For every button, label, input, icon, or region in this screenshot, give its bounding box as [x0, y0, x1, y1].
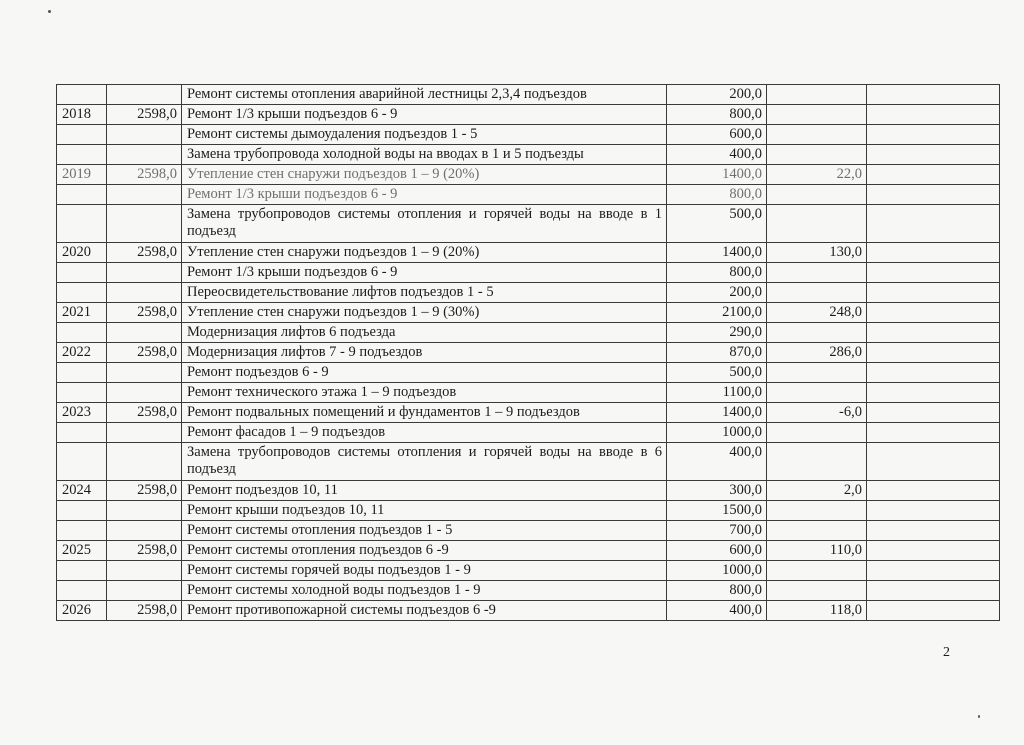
- budget-cell: 2598,0: [107, 601, 182, 621]
- table-row: [57, 601, 1000, 621]
- work-description-cell: Замена трубопровода холодной воды на вводах в 1 и 5 подъезды: [182, 145, 667, 165]
- work-description-cell: Переосвидетельствование лифтов подъездов 1 - 5: [182, 283, 667, 303]
- budget-cell: 2598,0: [107, 481, 182, 501]
- budget-cell: 2598,0: [107, 165, 182, 185]
- budget-cell: 2598,0: [107, 343, 182, 363]
- cost-cell: 800,0: [667, 263, 767, 283]
- empty-cell: [867, 125, 1000, 145]
- balance-cell: [767, 443, 867, 481]
- balance-cell: 286,0: [767, 343, 867, 363]
- empty-cell: [867, 243, 1000, 263]
- table-row: [57, 581, 1000, 601]
- year-cell: [57, 521, 107, 541]
- budget-cell: 2598,0: [107, 303, 182, 323]
- table-row: [57, 125, 1000, 145]
- empty-cell: [867, 403, 1000, 423]
- budget-cell: 2598,0: [107, 243, 182, 263]
- budget-cell: [107, 501, 182, 521]
- year-cell: [57, 145, 107, 165]
- table-body: [57, 85, 1000, 621]
- table-row: [57, 481, 1000, 501]
- table-row: [57, 561, 1000, 581]
- balance-cell: [767, 561, 867, 581]
- budget-cell: 2598,0: [107, 105, 182, 125]
- year-cell: 2026: [57, 601, 107, 621]
- empty-cell: [867, 541, 1000, 561]
- year-cell: 2022: [57, 343, 107, 363]
- table-row: [57, 343, 1000, 363]
- balance-cell: [767, 501, 867, 521]
- cost-cell: 1400,0: [667, 165, 767, 185]
- empty-cell: [867, 423, 1000, 443]
- balance-cell: [767, 283, 867, 303]
- balance-cell: 2,0: [767, 481, 867, 501]
- budget-cell: [107, 363, 182, 383]
- cost-cell: 800,0: [667, 581, 767, 601]
- page-number: 2: [943, 645, 950, 660]
- cost-cell: 700,0: [667, 521, 767, 541]
- empty-cell: [867, 185, 1000, 205]
- year-cell: [57, 363, 107, 383]
- year-cell: 2023: [57, 403, 107, 423]
- work-description-cell: Утепление стен снаружи подъездов 1 – 9 (20%): [182, 243, 667, 263]
- cost-cell: 300,0: [667, 481, 767, 501]
- empty-cell: [867, 145, 1000, 165]
- empty-cell: [867, 443, 1000, 481]
- empty-cell: [867, 561, 1000, 581]
- cost-cell: 800,0: [667, 105, 767, 125]
- budget-cell: [107, 423, 182, 443]
- work-description-cell: Утепление стен снаружи подъездов 1 – 9 (20%): [182, 165, 667, 185]
- balance-cell: 130,0: [767, 243, 867, 263]
- work-description-cell: Ремонт 1/3 крыши подъездов 6 - 9: [182, 105, 667, 125]
- cost-cell: 1000,0: [667, 561, 767, 581]
- cost-cell: 200,0: [667, 85, 767, 105]
- cost-cell: 400,0: [667, 443, 767, 481]
- work-description-cell: Ремонт системы горячей воды подъездов 1 - 9: [182, 561, 667, 581]
- work-description-cell: Ремонт системы дымоудаления подъездов 1 - 5: [182, 125, 667, 145]
- work-description-cell: Ремонт технического этажа 1 – 9 подъездов: [182, 383, 667, 403]
- table-row: [57, 105, 1000, 125]
- work-description-cell: Замена трубопроводов системы отопления и горячей воды на вводе в 1 подъезд: [182, 205, 667, 243]
- budget-cell: [107, 581, 182, 601]
- work-description-cell: Ремонт фасадов 1 – 9 подъездов: [182, 423, 667, 443]
- work-description-cell: Ремонт подъездов 10, 11: [182, 481, 667, 501]
- table-row: [57, 323, 1000, 343]
- balance-cell: [767, 363, 867, 383]
- cost-cell: 1100,0: [667, 383, 767, 403]
- balance-cell: -6,0: [767, 403, 867, 423]
- cost-cell: 500,0: [667, 363, 767, 383]
- year-cell: [57, 185, 107, 205]
- table-row: [57, 363, 1000, 383]
- year-cell: 2021: [57, 303, 107, 323]
- work-description-cell: Ремонт подвальных помещений и фундаментов 1 – 9 подъездов: [182, 403, 667, 423]
- balance-cell: 248,0: [767, 303, 867, 323]
- budget-cell: [107, 185, 182, 205]
- empty-cell: [867, 383, 1000, 403]
- empty-cell: [867, 601, 1000, 621]
- year-cell: [57, 323, 107, 343]
- year-cell: [57, 85, 107, 105]
- repair-plan-table: [56, 84, 1000, 621]
- empty-cell: [867, 481, 1000, 501]
- table-row: [57, 283, 1000, 303]
- work-description-cell: Ремонт 1/3 крыши подъездов 6 - 9: [182, 185, 667, 205]
- empty-cell: [867, 581, 1000, 601]
- year-cell: 2018: [57, 105, 107, 125]
- cost-cell: 500,0: [667, 205, 767, 243]
- year-cell: [57, 561, 107, 581]
- balance-cell: [767, 145, 867, 165]
- table-row: [57, 443, 1000, 481]
- budget-cell: [107, 145, 182, 165]
- empty-cell: [867, 283, 1000, 303]
- empty-cell: [867, 165, 1000, 185]
- work-description-cell: Ремонт подъездов 6 - 9: [182, 363, 667, 383]
- year-cell: [57, 383, 107, 403]
- work-description-cell: Модернизация лифтов 7 - 9 подъездов: [182, 343, 667, 363]
- table-row: [57, 85, 1000, 105]
- table-row: [57, 403, 1000, 423]
- cost-cell: 400,0: [667, 145, 767, 165]
- cost-cell: 400,0: [667, 601, 767, 621]
- work-description-cell: Модернизация лифтов 6 подъезда: [182, 323, 667, 343]
- empty-cell: [867, 85, 1000, 105]
- empty-cell: [867, 501, 1000, 521]
- balance-cell: 110,0: [767, 541, 867, 561]
- table-row: [57, 145, 1000, 165]
- budget-cell: [107, 521, 182, 541]
- scan-speck: [978, 715, 980, 718]
- year-cell: [57, 205, 107, 243]
- work-description-cell: Утепление стен снаружи подъездов 1 – 9 (30%): [182, 303, 667, 323]
- balance-cell: [767, 205, 867, 243]
- table-row: [57, 521, 1000, 541]
- balance-cell: 118,0: [767, 601, 867, 621]
- work-description-cell: Ремонт 1/3 крыши подъездов 6 - 9: [182, 263, 667, 283]
- cost-cell: 1400,0: [667, 403, 767, 423]
- work-description-cell: Ремонт противопожарной системы подъездов 6 -9: [182, 601, 667, 621]
- empty-cell: [867, 343, 1000, 363]
- cost-cell: 870,0: [667, 343, 767, 363]
- budget-cell: [107, 443, 182, 481]
- balance-cell: 22,0: [767, 165, 867, 185]
- balance-cell: [767, 125, 867, 145]
- work-description-cell: Замена трубопроводов системы отопления и горячей воды на вводе в 6 подъезд: [182, 443, 667, 481]
- cost-cell: 290,0: [667, 323, 767, 343]
- work-description-cell: Ремонт системы отопления аварийной лестницы 2,3,4 подъездов: [182, 85, 667, 105]
- work-description-cell: Ремонт крыши подъездов 10, 11: [182, 501, 667, 521]
- work-description-cell: Ремонт системы отопления подъездов 1 - 5: [182, 521, 667, 541]
- year-cell: [57, 423, 107, 443]
- year-cell: 2019: [57, 165, 107, 185]
- cost-cell: 200,0: [667, 283, 767, 303]
- cost-cell: 800,0: [667, 185, 767, 205]
- table-row: [57, 303, 1000, 323]
- balance-cell: [767, 581, 867, 601]
- budget-cell: [107, 125, 182, 145]
- year-cell: [57, 283, 107, 303]
- work-description-cell: Ремонт системы отопления подъездов 6 -9: [182, 541, 667, 561]
- cost-cell: 600,0: [667, 541, 767, 561]
- balance-cell: [767, 105, 867, 125]
- table-row: [57, 501, 1000, 521]
- balance-cell: [767, 423, 867, 443]
- balance-cell: [767, 521, 867, 541]
- year-cell: 2025: [57, 541, 107, 561]
- cost-cell: 2100,0: [667, 303, 767, 323]
- balance-cell: [767, 85, 867, 105]
- empty-cell: [867, 323, 1000, 343]
- work-description-cell: Ремонт системы холодной воды подъездов 1 - 9: [182, 581, 667, 601]
- budget-cell: 2598,0: [107, 403, 182, 423]
- budget-cell: [107, 561, 182, 581]
- year-cell: 2024: [57, 481, 107, 501]
- budget-cell: 2598,0: [107, 541, 182, 561]
- empty-cell: [867, 105, 1000, 125]
- empty-cell: [867, 363, 1000, 383]
- cost-cell: 600,0: [667, 125, 767, 145]
- cost-cell: 1500,0: [667, 501, 767, 521]
- budget-cell: [107, 323, 182, 343]
- balance-cell: [767, 263, 867, 283]
- budget-cell: [107, 383, 182, 403]
- empty-cell: [867, 263, 1000, 283]
- budget-cell: [107, 283, 182, 303]
- budget-cell: [107, 263, 182, 283]
- table-row: [57, 185, 1000, 205]
- empty-cell: [867, 521, 1000, 541]
- budget-cell: [107, 85, 182, 105]
- cost-cell: 1000,0: [667, 423, 767, 443]
- table-row: [57, 263, 1000, 283]
- empty-cell: [867, 205, 1000, 243]
- year-cell: 2020: [57, 243, 107, 263]
- cost-cell: 1400,0: [667, 243, 767, 263]
- balance-cell: [767, 185, 867, 205]
- balance-cell: [767, 383, 867, 403]
- balance-cell: [767, 323, 867, 343]
- empty-cell: [867, 303, 1000, 323]
- scan-speck: [48, 10, 51, 13]
- table-row: [57, 541, 1000, 561]
- year-cell: [57, 501, 107, 521]
- table-row: [57, 205, 1000, 243]
- table-row: [57, 423, 1000, 443]
- table-row: [57, 383, 1000, 403]
- year-cell: [57, 581, 107, 601]
- year-cell: [57, 263, 107, 283]
- budget-cell: [107, 205, 182, 243]
- table-row: [57, 165, 1000, 185]
- year-cell: [57, 443, 107, 481]
- table-row: [57, 243, 1000, 263]
- year-cell: [57, 125, 107, 145]
